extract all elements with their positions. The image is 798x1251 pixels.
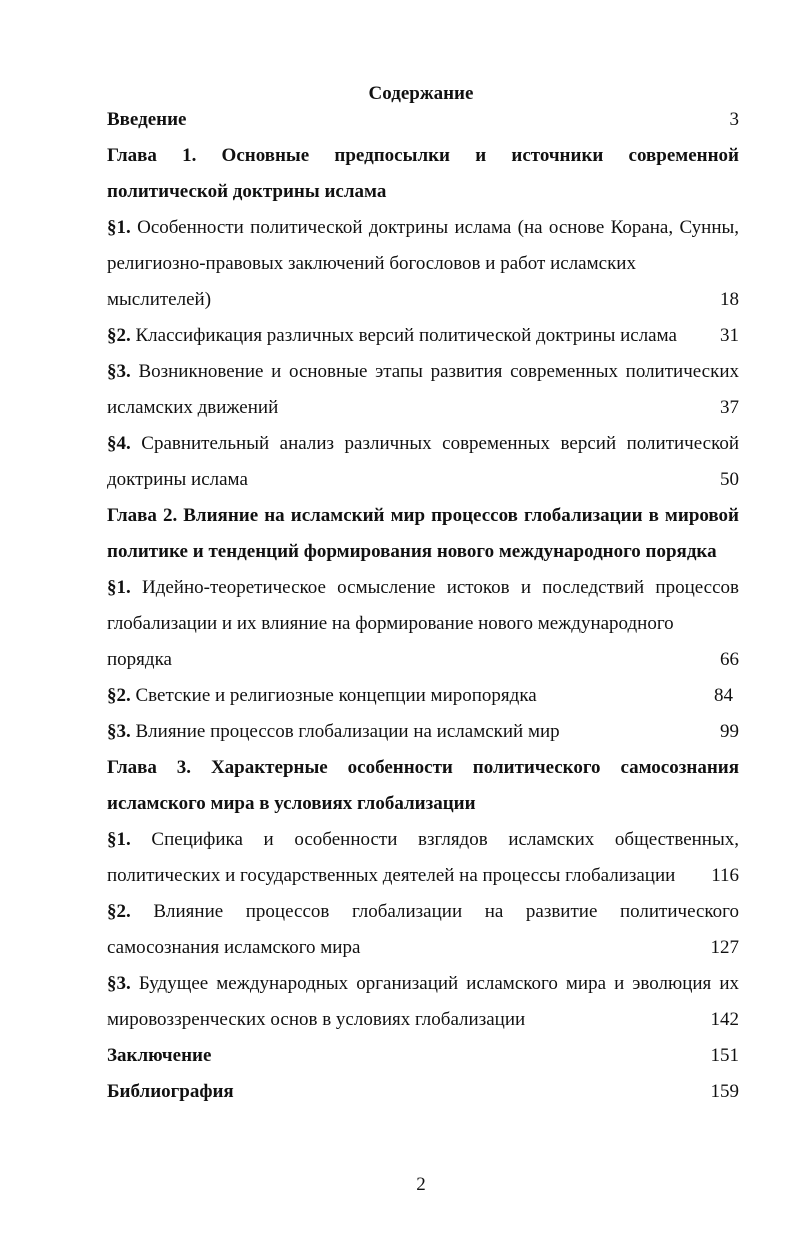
toc-section-2-1[interactable] [107,570,739,678]
section-mark: §1. [107,217,131,238]
toc-entry-page: 31 [720,325,739,346]
toc-entry-page: 159 [710,1081,739,1102]
section-title-end: исламских движений [107,397,279,418]
table-of-contents [107,102,739,1110]
toc-chapter-1[interactable] [107,138,739,210]
toc-entry-page: 127 [710,937,739,958]
section-mark: §3. [107,361,131,382]
toc-entry-conclusion[interactable] [107,1038,739,1074]
section-title: Специфика и особенности взглядов исламских общественных, [151,829,739,850]
section-mark: §1. [107,577,131,598]
chapter-title: Глава 3. Характерные особенности политического самосознания исламского мира в условиях глобализации [107,757,739,814]
section-mark: §4. [107,433,131,454]
section-mark: §1. [107,829,131,850]
section-title: Классификация различных версий политической доктрины ислама [135,325,677,346]
section-title-end: мыслителей) [107,289,212,310]
page-number: 2 [416,1174,426,1195]
toc-entry-page: 50 [720,469,739,490]
toc-section-3-1[interactable] [107,822,739,858]
section-mark: §3. [107,721,131,742]
section-mark: §2. [107,325,131,346]
toc-entry-page: 142 [710,1009,739,1030]
section-title: Идейно-теоретическое осмысление истоков и последствий процессов глобализации и их влияние на формирование нового международного [107,577,739,634]
toc-entry-bibliography[interactable] [107,1074,739,1110]
section-title-end: порядка [107,649,172,670]
chapter-title: Глава 2. Влияние на исламский мир процессов глобализации в мировой политике и тенденций формирования нового международного порядка [107,505,739,562]
toc-entry-page: 99 [720,721,739,742]
toc-section-3-3[interactable] [107,966,739,1002]
section-title-end: политических и государственных деятелей на процессы глобализации [107,865,676,886]
toc-entry-page: 3 [729,109,739,130]
toc-chapter-3[interactable] [107,750,739,822]
toc-entry-label: Библиография [107,1081,234,1102]
toc-entry-introduction[interactable] [107,102,739,138]
section-title: Светские и религиозные концепции миропорядка [135,685,537,706]
toc-section-2-3[interactable] [107,714,739,750]
toc-entry-page: 37 [720,397,739,418]
toc-section-3-2-end[interactable] [107,930,739,966]
section-title-end: доктрины ислама [107,469,248,490]
toc-entry-label: Введение [107,109,187,130]
toc-entry-label: Заключение [107,1045,212,1066]
section-title: Возникновение и основные этапы развития современных политических [138,361,739,382]
toc-section-3-3-end[interactable] [107,1002,739,1038]
section-title: Сравнительный анализ различных современных версий политической [141,433,739,454]
toc-chapter-2[interactable] [107,498,739,570]
toc-section-2-2[interactable] [107,678,739,714]
section-mark: §3. [107,973,131,994]
toc-section-1-3[interactable] [107,354,739,390]
toc-section-3-2[interactable] [107,894,739,930]
toc-entry-page: 151 [710,1045,739,1066]
toc-section-1-1[interactable] [107,210,739,318]
toc-entry-page: 116 [711,865,739,886]
toc-section-1-2[interactable] [107,318,739,354]
section-title-end: мировоззренческих основ в условиях глобализации [107,1009,526,1030]
chapter-title: Глава 1. Основные предпосылки и источники современной политической доктрины ислама [107,145,739,202]
section-mark: §2. [107,685,131,706]
toc-entry-page: 18 [720,289,739,310]
toc-section-3-1-end[interactable] [107,858,739,894]
toc-entry-page: 84 [714,685,733,706]
toc-section-1-3-end[interactable] [107,390,739,426]
toc-section-1-4-end[interactable] [107,462,739,498]
section-title: Будущее международных организаций исламского мира и эволюция их [138,973,739,994]
section-mark: §2. [107,901,131,922]
toc-entry-page: 66 [720,649,739,670]
section-title: Влияние процессов глобализации на развитие политического [153,901,739,922]
page-title: Содержание [368,83,474,104]
section-title: Влияние процессов глобализации на исламский мир [135,721,560,742]
toc-section-1-4[interactable] [107,426,739,462]
section-title: Особенности политической доктрины ислама (на основе Корана, Сунны, религиозно-правовых заключений богословов и работ исламских [107,217,739,274]
section-title-end: самосознания исламского мира [107,937,361,958]
